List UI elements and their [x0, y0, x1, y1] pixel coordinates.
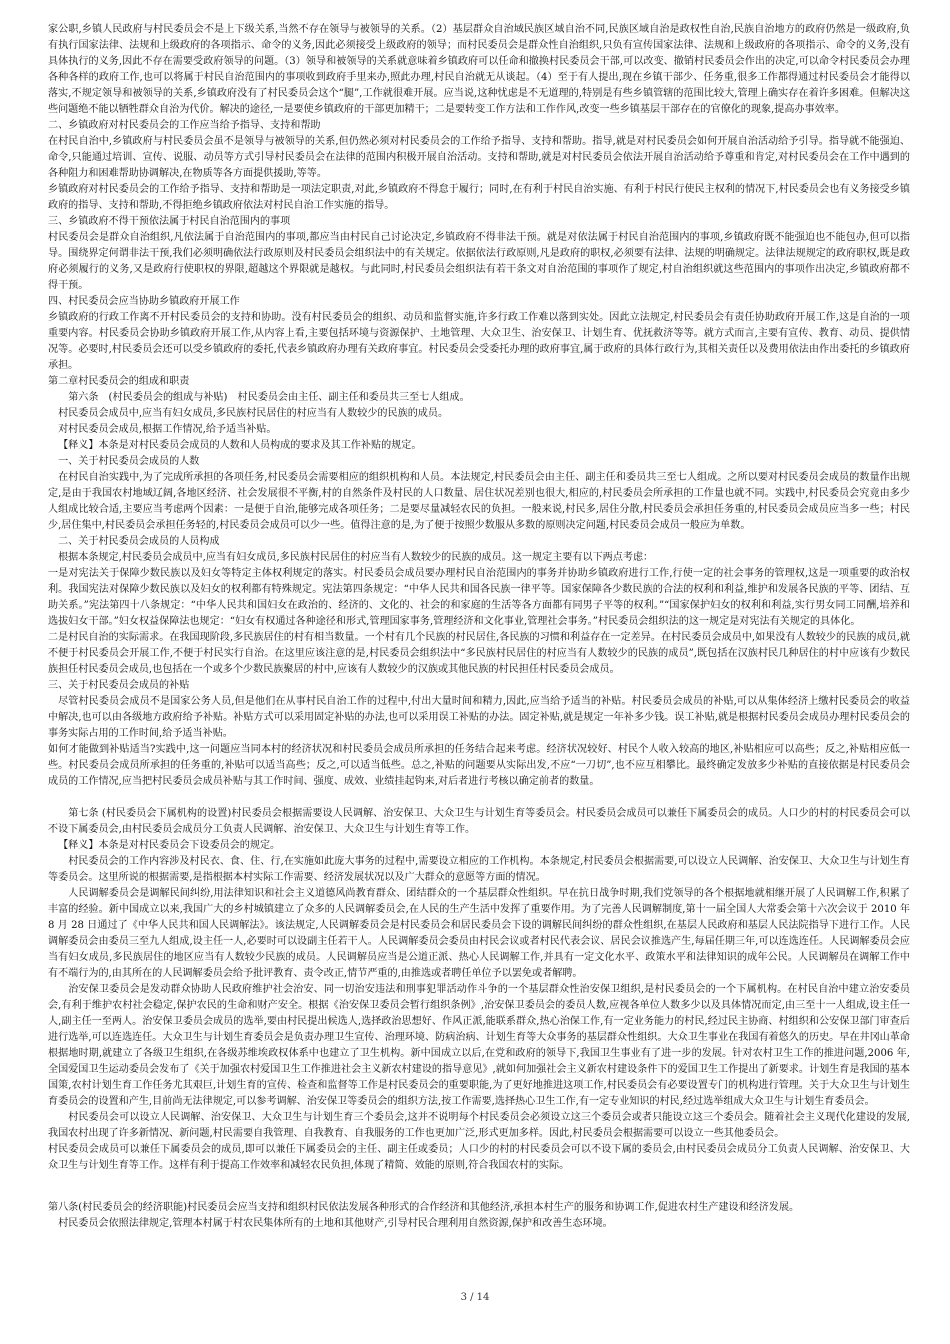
interpretation-heading: 【释义】本条是对村民委员会下设委员会的规定。: [58, 840, 281, 851]
subsection-heading-3: 三、关于村民委员会成员的补贴: [48, 680, 190, 691]
paragraph: 在村民自治中,乡镇政府与村民委员会虽不是领导与被领导的关系,但仍然必须对村民委员会的工作给予指导、支持和帮助。指导,就是对村民委员会如何开展自治活动给予引导。指导就不能强迫、命令,只能通过培训、宣传、说服、动员等方式引导村民委员会在法律的范围内积极开展自治活动。支持和帮助,就是对村民委员会依法开展自治活动给予尊重和肯定,对村民委员会在工作中遇到的各种阻力和困难帮助协调解决,在物质等各方面提供援助,等等。: [48, 136, 910, 179]
section-heading-2: 二、乡镇政府对村民委员会的工作应当给予指导、支持和帮助: [48, 120, 321, 131]
paragraph: 如何才能做到补贴适当?实践中,这一问题应当同本村的经济状况和村民委员会成员所承担的任务结合起来考虑。经济状况较好、村民个人收入较高的地区,补贴相应可以高些；反之,补贴相应低一些。村民委员会成员所承担的任务重的,补贴可以适当高些；反之,可以适当低些。总之,补贴的问题要从实际出发,不应“一刀切”,也不应互相攀比。最终确定发放多少补贴的直接依据是村民委员会成员的工作情况,应当把村民委员会成员补贴与其工作时间、强度、成效、业绩挂起钩来,对后者进行考核以确定前者的数量。: [48, 744, 910, 787]
paragraph: 乡镇政府的行政工作离不开村民委员会的支持和协助。没有村民委员会的组织、动员和监督实施,许多行政工作难以落到实处。因此立法规定,村民委员会有责任协助政府开展工作,这是自治的一项重要内容。村民委员会协助乡镇政府开展工作,从内容上看,主要包括环境与资源保护、土地管理、大众卫生、治安保卫、计划生育、优抚救济等等。就方式而言,主要有宣传、教育、动员、提供情况等。必要时,村民委员会还可以受乡镇政府的委托,代表乡镇政府办理有关政府事宜。村民委员会受委托办理的政府事宜,属于政府的具体行政行为,其相关责任以及费用依法由作出委托的乡镇政府承担。: [48, 312, 910, 371]
paragraph: 村民委员会是群众自治组织,凡依法属于自治范围内的事项,都应当由村民自己讨论决定,乡镇政府不得非法干预。就是对依法属于村民自治范围内的事项,乡镇政府既不能强迫也不能包办,但可以指导。围绕界定何谓非法干预,我们必须明确依法行政原则及村民委员会组织法中的有关规定。依据依法行政原则,凡是政府的职权,必须要有法律、法规的明确规定。法律法规规定的政府职权,既是政府必须履行的义务,又是政府行使职权的界限,超越这个界限就是越权。与此同时,村民委员会组织法有若干条文对自治范围的事项作了规定,村自治组织就这些范围内的事项作出决定,乡镇政府都不得干预。: [48, 232, 910, 291]
paragraph: 人民调解委员会是调解民间纠纷,用法律知识和社会主义道德风尚教育群众、团结群众的一个基层群众性组织。早在抗日战争时期,我们党领导的各个根据地就相继开展了人民调解工作,积累了丰富的经验。新中国成立以来,我国广大的乡村城镇建立了众多的人民调解委员会,在人民的生产生活中发挥了重要作用。为了完善人民调解制度,第十一届全国人大常委会第十六次会议于 2010 年 8 月 28 日通过了《中华人民共和国人民调解法》。该法规定,人民调解委员会是村民委员会和居民委员会下设的调解民间纠纷的群众性组织,在基层人民政府和基层人民法院指导下进行工作。人民调解委员会由委员三至九人组成,设主任一人,必要时可以设副主任若干人。人民调解委员会委员由村民会议或者村民代表会议、居民会议推选产生,每届任期三年,可以连选连任。人民调解委员会应当有妇女成员,多民族居住的地区应当有人数较少民族的成员。人民调解员应当是公道正派、热心人民调解工作,并具有一定文化水平、政策水平和法律知识的成年公民。人民调解员在调解工作中有不端行为的,由其所在的人民调解委员会给予批评教育、责令改正,情节严重的,由推选或者聘任单位予以罢免或者解聘。: [48, 888, 910, 979]
interpretation-heading: 【释义】本条是对村民委员会成员的人数和人员构成的要求及其工作补贴的规定。: [58, 440, 422, 451]
paragraph: 村民委员会依照法律规定,管理本村属于村农民集体所有的土地和其他财产,引导村民合理利用自然资源,保护和改善生态环境。: [58, 1218, 613, 1229]
section-heading-4: 四、村民委员会应当协助乡镇政府开展工作: [48, 296, 240, 307]
paragraph: 根据本条规定,村民委员会成员中,应当有妇女成员,多民族村民居住的村应当有人数较少的民族的成员。这一规定主要有以下两点考虑：: [58, 552, 654, 563]
paragraph: 尽管村民委员会成员不是国家公务人员,但是他们在从事村民自治工作的过程中,付出大量时间和精力,因此,应当给予适当的补贴。村民委员会成员的补贴,可以从集体经济上缴村民委员会的收益中解决,也可以由各级地方政府给予补贴。补贴方式可以采用固定补贴的办法,也可以采用误工补贴的办法。固定补贴,就是规定一年补多少钱。误工补贴,就是根据村民委员会成员办理村民委员会的事务实际占用的工作时间,给予适当补贴。: [48, 696, 910, 739]
paragraph: 村民委员会可以设立人民调解、治安保卫、大众卫生与计划生育三个委员会,这并不说明每个村民委员会必须设立这三个委员会或者只能设立这三个委员会。随着社会主义现代化建设的发展,我国农村出现了许多新情况、新问题,村民需要自我管理、自我教育、自我服务的工作也更加广泛,形式更加多样。因此,村民委员会根据需要可以设立一些其他委员会。: [48, 1112, 910, 1139]
article-6: 第六条 (村民委员会的组成与补贴) 村民委员会由主任、副主任和委员共三至七人组成。: [68, 392, 470, 403]
section-heading-3: 三、乡镇政府不得干预依法属于村民自治范围内的事项: [48, 216, 291, 227]
article-8: 第八条(村民委员会的经济职能)村民委员会应当支持和组织村民依法发展各种形式的合作经济和其他经济,承担本村生产的服务和协调工作,促进农村生产建设和经济发展。: [48, 1202, 800, 1213]
paragraph: 乡镇政府对村民委员会的工作给予指导、支持和帮助是一项法定职责,对此,乡镇政府不得怠于履行；同时,在有利于村民自治实施、有利于村民行使民主权利的情况下,村民委员会也有义务接受乡镇政府的指导、支持和帮助,不得拒绝乡镇政府依法对村民自治工作实施的指导。: [48, 184, 910, 211]
chapter-heading: 第二章村民委员会的组成和职责: [48, 376, 190, 387]
paragraph: 村民委员会的工作内容涉及村民衣、食、住、行,在实施如此庞大事务的过程中,需要设立相应的工作机构。本条规定,村民委员会根据需要,可以设立人民调解、治安保卫、大众卫生与计划生育等委员会。这里所说的根据需要,是指根据本村实际工作需要、经济发展状况以及广大群众的意愿等方面的情况。: [48, 856, 910, 883]
paragraph: 在村民自治实践中,为了完成所承担的各项任务,村民委员会需要相应的组织机构和人员。本法规定,村民委员会由主任、副主任和委员共三至七人组成。之所以要对村民委员会成员的数量作出规定,是由于我国农村地域辽阔,各地区经济、社会发展很不平衡,村的自然条件及村民的人口数量、居住状况差别也很大,相应的,村民委员会所承担的工作量也就不同。实践中,村民委员会究竟由多少人组成比较合适,主要应当考虑两个因素：一是便于自治,能够完成各项任务；二是要尽量减轻农民的负担。一般来说,村民多,居住分散,村民委员会承担任务重的,村民委员会成员应当多一些；村民少,居住集中,村民委员会承担任务轻的,村民委员会成员可以少一些。值得注意的是,为了便于按照少数服从多数的原则决定问题,村民委员会成员一般应为单数。: [48, 472, 910, 531]
subsection-heading-2: 二、关于村民委员会成员的人员构成: [58, 536, 220, 547]
page-number: 3 / 14: [460, 1292, 490, 1303]
paragraph: 村民委员会成员可以兼任下属委员会的成员,即可以兼任下属委员会的主任、副主任或委员；人口少的村的村民委员会可以不设下属的委员会,由村民委员会成员分工负责人民调解、治安保卫、大众卫生与计划生育等工作。这样有利于提高工作效率和减轻农民负担,体现了精简、效能的原则,符合我国农村的实际。: [48, 1144, 910, 1171]
paragraph: 治安保卫委员会是发动群众协助人民政府维护社会治安、同一切治安违法和刑事犯罪活动作斗争的一个基层群众性治安保卫组织,是村民委员会的一个下属机构。在村民自治中建立治安委员会,有利于维护农村社会稳定,保护农民的生命和财产安全。根据《治安保卫委员会暂行组织条例》,治安保卫委员会的委员人数,应视各单位人数多少以及具体情况而定,由三至十一人组成,设主任一人,副主任一至两人。治安保卫委员会成员的选举,要由村民提出候选人,选择政治思想好、作风正派,能联系群众,热心治保工作,有一定业务能力的村民,经过民主协商、村组织和公安保卫部门审查后进行选举,可以连选连任。大众卫生与计划生育委员会是负责办理卫生宣传、治理环境、防病治病、计划生育等大众事务的基层群众性组织。大众卫生事业在我国有着悠久的历史。早在井冈山革命根据地时期,就建立了各级卫生组织,在各级苏维埃政权体系中也建立了卫生机构。新中国成立以后,在党和政府的领导下,我国卫生事业有了进一步的发展。针对农村卫生工作的推进问题,2006 年,全国爱国卫生运动委员会发布了《关于加强农村爱国卫生工作推进社会主义新农村建设的指导意见》,就如何加强社会主义新农村建设条件下的爱国卫生工作提出了新要求。计划生育是我国的基本国策,农村计划生育工作任务尤其艰巨,计划生育的宣传、检查和监督等工作是村民委员会的重要职能,为了更好地推进这项工作,村民委员会有必要设置专门的机构进行管理。关于大众卫生与计划生育委员会的设置和产生,目前尚无法律规定,可以参考调解、治安保卫等委员会的组织方法,按工作需要,选择热心卫生工作,有一定专业知识的村民,经过选举组成大众卫生与计划生育委员会。: [48, 984, 910, 1107]
paragraph: 一是对宪法关于保障少数民族以及妇女等特定主体权利规定的落实。村民委员会成员要办理村民自治范围内的事务并协助乡镇政府进行工作,行使一定的社会事务的管理权,这是一项重要的政治权利。我国宪法对保障少数民族以及妇女的权利都有特殊规定。宪法第四条规定：“中华人民共和国各民族一律平等。国家保障各少数民族的合法的权利和利益,维护和发展各民族的平等、团结、互助关系。”宪法第四十八条规定：“中华人民共和国妇女在政治的、经济的、文化的、社会的和家庭的生活等各方面都有同男子平等的权利。”“国家保护妇女的权利和利益,实行男女同工同酬,培养和选拔妇女干部。”妇女权益保障法也规定：“妇女有权通过各种途径和形式,管理国家事务,管理经济和文化事业,管理社会事务。”村民委员会组织法的这一规定是对宪法有关规定的具体化。: [48, 568, 910, 627]
paragraph: 对村民委员会成员,根据工作情况,给予适当补贴。: [58, 424, 277, 435]
document-page: [48, 22, 910, 1322]
article-7: 第七条 (村民委员会下属机构的设置)村民委员会根据需要设人民调解、治安保卫、大众卫生与计划生育等委员会。村民委员会成员可以兼任下属委员会的成员。人口少的村的村民委员会可以不设下属委员会,由村民委员会成员分工负责人民调解、治安保卫、大众卫生与计划生育等工作。: [48, 808, 910, 835]
subsection-heading-1: 一、关于村民委员会成员的人数: [58, 456, 200, 467]
paragraph-continuation: 家公职,乡镇人民政府与村民委员会不是上下级关系,当然不存在领导与被领导的关系。（2）基层群众自治域民族区域自治不同,民族区域自治是政权性自治,民族自治地方的政府仍然是一级政府,负有执行国家法律、法规和上级政府的各项指示、命令的义务,因此必须接受上级政府的领导；而村民委员会是群众性自治组织,只负有宣传国家法律、法规和上级政府的各项指示、命令的义务,没有具体执行的义务,因此不存在需要受政府领导的问题。（3）领导和被领导的关系就意味着乡镇政府可以任命和撤换村民委员会干部,可以改变、撤销村民委员会作出的决定,可以命令村民委员会办理各种各样的政府工作,也可以将属于村民自治范围内的事项收到政府手里来办,照此办理,村民自治就无从谈起。（4）至于有人提出,现在乡镇干部少、任务重,很多工作都得通过村民委员会才能得以落实,不规定领导和被领导的关系,乡镇政府没有了村民委员会这个“腿”,工作就很难开展。应当说,这种忧虑是不无道理的,特别是有些乡镇管辖的范围比较大,管理上确实存在着许多困难。但解决这些问题绝不能以牺牲群众自治为代价。解决的途径,一是要使乡镇政府的干部更加精干；二是要转变工作方法和工作作风,改变一些乡镇基层干部存在的官僚化的现象,提高办事效率。: [48, 24, 910, 115]
paragraph: 二是村民自治的实际需求。在我国现阶段,多民族居住的村有相当数量。一个村有几个民族的村民居住,各民族的习惯和利益存在一定差异。在村民委员会成员中,如果没有人数较少的民族的成员,就不便于村民委员会开展工作,不便于村民实行自治。在这里应该注意的是,村民委员会组织法中“多民族村民居住的村应当有人数较少的民族的成员”,既包括在汉族村民几种居住的村中应该有少数民族担任村民委员会成员,也包括在一个或多个少数民族聚居的村中,应该有人数较少的汉族或其他民族的村民担任村民委员会成员。: [48, 632, 910, 675]
paragraph: 村民委员会成员中,应当有妇女成员,多民族村民居住的村应当有人数较少的民族的成员。: [58, 408, 449, 419]
